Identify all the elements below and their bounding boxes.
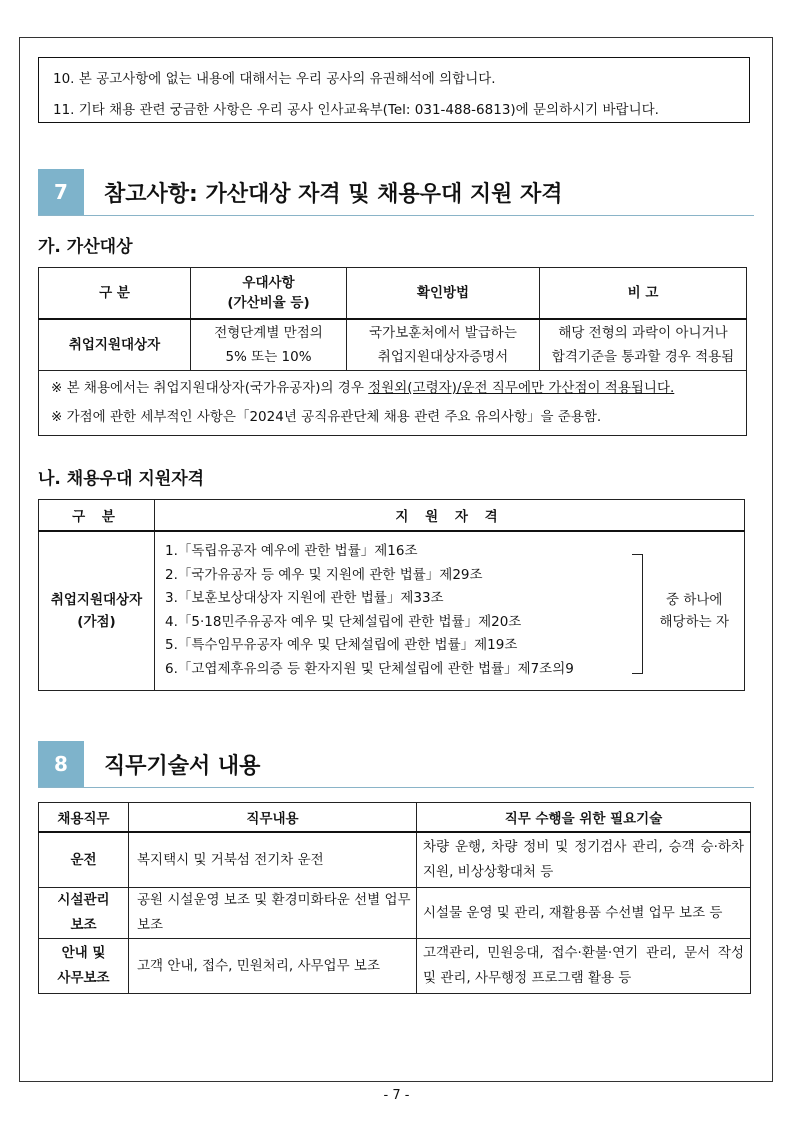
cell-skills: 시설물 운영 및 관리, 재활용품 수선별 업무 보조 등 bbox=[417, 888, 751, 939]
cell-remark: 해당 전형의 과락이 아니거나 합격기준을 통과할 경우 적용됨 bbox=[540, 319, 747, 371]
table-row bbox=[39, 832, 751, 888]
page-number: - 7 - bbox=[383, 1088, 410, 1103]
list-item: 3.「보훈보상대상자 지원에 관한 법률」제33조 bbox=[165, 590, 444, 607]
section-7-title: 참고사항: 가산대상 자격 및 채용우대 지원 자격 bbox=[104, 182, 563, 207]
header-qualification: 지 원 자 격 bbox=[155, 500, 745, 532]
list-item: 6.「고엽제후유의증 등 환자지원 및 단체설립에 관한 법률」제7조의9 bbox=[165, 660, 574, 677]
section-8-number: 8 bbox=[38, 741, 84, 787]
cell-benefit: 전형단계별 만점의 5% 또는 10% bbox=[191, 319, 347, 371]
table-notes bbox=[39, 371, 747, 436]
cell-job: 안내 및 사무보조 bbox=[39, 939, 129, 994]
cell-category: 취업지원대상자 (가점) bbox=[39, 531, 155, 690]
header-benefit: 우대사항 (가산비율 등) bbox=[191, 268, 347, 320]
header-job: 채용직무 bbox=[39, 803, 129, 833]
bonus-targets-table bbox=[38, 267, 747, 436]
header-category: 구 분 bbox=[39, 500, 155, 532]
note-1: ※ 본 채용에서는 취업지원대상자(국가유공자)의 경우 정원외(고령자)/운전 직무에만 가산점이 적용됩니다. bbox=[51, 380, 675, 396]
table-header-row bbox=[39, 268, 747, 320]
cell-skills: 고객관리, 민원응대, 접수·환불·연기 관리, 문서 작성 및 관리, 사무행정 프로그램 활용 등 bbox=[417, 939, 751, 994]
header-skills: 직무 수행을 위한 필요기술 bbox=[417, 803, 751, 833]
table-row bbox=[39, 939, 751, 994]
header-category: 구 분 bbox=[39, 268, 191, 320]
list-item: 5.「특수임무유공자 예우 및 단체설립에 관한 법률」제19조 bbox=[165, 637, 518, 654]
list-item: 1.「독립유공자 예우에 관한 법률」제16조 bbox=[165, 543, 418, 559]
section-8-title: 직무기술서 내용 bbox=[104, 754, 261, 779]
table-header-row bbox=[39, 500, 745, 532]
cell-content: 복지택시 및 거북섬 전기차 운전 bbox=[129, 832, 417, 888]
section-7-number: 7 bbox=[38, 169, 84, 215]
job-description-table bbox=[38, 802, 751, 994]
header-content: 직무내용 bbox=[129, 803, 417, 833]
table-header-row bbox=[39, 803, 751, 833]
note-2: ※ 가점에 관한 세부적인 사항은「2024년 공직유관단체 채용 관련 주요 유의사항」을 준용함. bbox=[51, 409, 602, 425]
law-list bbox=[155, 532, 645, 690]
header-remark: 비 고 bbox=[540, 268, 747, 320]
notice-box bbox=[38, 57, 750, 123]
cell-job: 시설관리 보조 bbox=[39, 888, 129, 939]
table-row bbox=[39, 888, 751, 939]
cell-suffix: 중 하나에 해당하는 자 bbox=[645, 531, 745, 690]
header-method: 확인방법 bbox=[347, 268, 540, 320]
cell-content: 공원 시설운영 보조 및 환경미화타운 선별 업무 보조 bbox=[129, 888, 417, 939]
cell-skills: 차량 운행, 차량 정비 및 정기검사 관리, 승객 승·하차 지원, 비상상황대처 등 bbox=[417, 832, 751, 888]
cell-category: 취업지원대상자 bbox=[39, 319, 191, 371]
list-item: 4.「5·18민주유공자 예우 및 단체설립에 관한 법률」제20조 bbox=[165, 613, 522, 630]
notice-item-11: 11. 기타 채용 관련 궁금한 사항은 우리 공사 인사교육부(Tel: 031-488-6813)에 문의하시기 바랍니다. bbox=[53, 102, 659, 118]
subtitle-preferential-qualification: 나. 채용우대 지원자격 bbox=[38, 469, 205, 489]
list-item: 2.「국가유공자 등 예우 및 지원에 관한 법률」제29조 bbox=[165, 566, 483, 583]
table-row bbox=[39, 531, 745, 690]
cell-method: 국가보훈처에서 발급하는 취업지원대상자증명서 bbox=[347, 319, 540, 371]
cell-job: 운전 bbox=[39, 832, 129, 888]
section-7-header bbox=[38, 169, 754, 216]
cell-content: 고객 안내, 접수, 민원처리, 사무업무 보조 bbox=[129, 939, 417, 994]
preferential-qualification-table bbox=[38, 499, 745, 691]
notice-item-10: 10. 본 공고사항에 없는 내용에 대해서는 우리 공사의 유권해석에 의합니다. bbox=[53, 71, 496, 87]
cell-laws bbox=[155, 531, 645, 690]
section-8-header bbox=[38, 741, 754, 788]
bracket-line bbox=[632, 554, 643, 674]
table-row bbox=[39, 319, 747, 371]
table-note-row bbox=[39, 371, 747, 436]
subtitle-bonus-targets: 가. 가산대상 bbox=[38, 237, 133, 257]
